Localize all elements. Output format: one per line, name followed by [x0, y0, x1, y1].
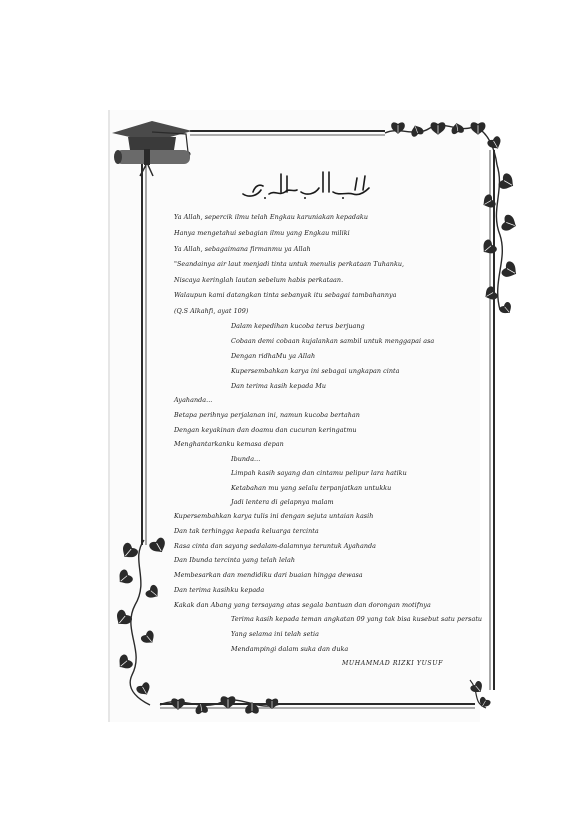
signature-name: MUHAMMAD RIZKI YUSUF	[342, 660, 443, 667]
text-line: Jadi lentera di gelapnya malam	[231, 498, 334, 506]
text-line: Yang selama ini telah setia	[231, 630, 320, 638]
text-line: Dan Ibunda tercinta yang telah lelah	[174, 556, 296, 564]
text-line: Mendampingi dalam suka dan duka	[231, 645, 349, 653]
text-line: Terima kasih kepada teman angkatan 09 yang tak bisa kusebut satu persatu	[231, 615, 483, 623]
text-line: Dan terima kasih kepada Mu	[231, 382, 327, 390]
text-line: Rasa cinta dan sayang sedalam-dalamnya teruntuk Ayahanda	[174, 542, 376, 550]
text-line: Ya Allah, sepercik ilmu telah Engkau karuniakan kepadaku	[174, 213, 369, 221]
text-line: Dengan ridhaMu ya Allah	[231, 352, 316, 360]
text-line: Kupersembahkan karya ini sebagai ungkapan cinta	[231, 367, 400, 375]
text-line: Betapa perihnya perjalanan ini, namun kucoba bertahan	[174, 411, 360, 419]
text-line: Hanya mengetahui sebagian ilmu yang Engkau miliki	[174, 229, 350, 237]
text-line: Niscaya keringlah lautan sebelum habis perkataan.	[174, 276, 344, 284]
text-line: Membesarkan dan mendidiku dari buaian hingga dewasa	[174, 571, 363, 579]
text-line: Ya Allah, sebagaimana firmanmu ya Allah	[174, 245, 311, 253]
text-line: Limpah kasih sayang dan cintamu pelipur lara hatiku	[231, 469, 407, 477]
text-line: (Q.S Alkahfi, ayat 109)	[174, 307, 249, 315]
text-line: Dalam kepedihan kucoba terus berjuang	[231, 322, 365, 330]
text-line: Dengan keyakinan dan doamu dan cucuran keringatmu	[174, 426, 357, 434]
text-line: Dan terima kasihku kepada	[174, 586, 265, 594]
text-line: Kupersembahkan karya tulis ini dengan sejuta untaian kasih	[174, 512, 374, 520]
text-line: Ayahanda...	[174, 396, 213, 404]
text-line: "Seandainya air laut menjadi tinta untuk menulis perkataan Tuhanku,	[174, 260, 405, 268]
text-line: Walaupun kami datangkan tinta sebanyak itu sebagai tambahannya	[174, 291, 397, 299]
text-line: Menghantarkanku kemasa depan	[174, 440, 284, 448]
text-line: Dan tak terhingga kepada keluarga tercinta	[174, 527, 319, 535]
text-line: Kakak dan Abang yang tersayang atas segala bantuan dan dorongan motifnya	[174, 601, 431, 609]
text-line: Ketabahan mu yang selalu terpanjatkan untukku	[231, 484, 392, 492]
text-line: Ibunda...	[231, 455, 261, 463]
text-line: Cobaan demi cobaan kujalankan sambil untuk menggapai asa	[231, 337, 435, 345]
